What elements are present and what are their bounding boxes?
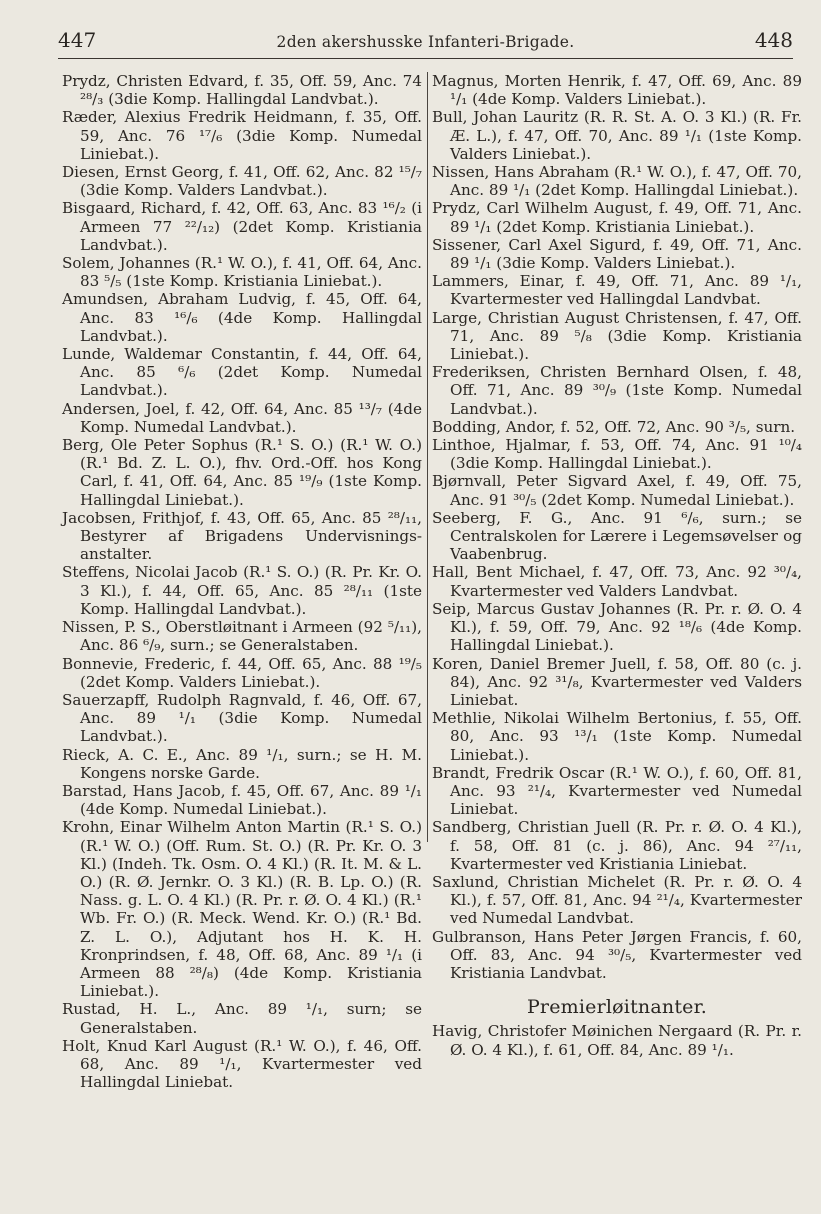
roster-entry: Andersen, Joel, f. 42, Off. 64, Anc. 85 ¹³/₇ (4de Komp. Numedal Landvbat.). bbox=[62, 399, 422, 436]
running-title: 2den akershusske Infanteri-Brigade. bbox=[276, 33, 575, 51]
roster-entry: Berg, Ole Peter Sophus (R.¹ S. O.) (R.¹ W. O.) (R.¹ Bd. Z. L. O.), fhv. Ord.-Off. hos Kong Carl, f. 41, Off. 64, Anc. 85 ¹⁹/₉ (1ste Komp. Hallingdal Liniebat.). bbox=[62, 436, 422, 509]
roster-entry: Methlie, Nikolai Wilhelm Bertonius, f. 55, Off. 80, Anc. 93 ¹³/₁ (1ste Komp. Numedal Liniebat.). bbox=[432, 709, 802, 764]
roster-entry: Rieck, A. C. E., Anc. 89 ¹/₁, surn.; se H. M. Kongens norske Garde. bbox=[62, 745, 422, 782]
page-number-left: 447 bbox=[58, 28, 97, 52]
roster-entry: Hall, Bent Michael, f. 47, Off. 73, Anc. 92 ³⁰/₄, Kvartermester ved Valders Landvbat. bbox=[432, 563, 802, 600]
roster-entry: Seip, Marcus Gustav Johannes (R. Pr. r. Ø. O. 4 Kl.), f. 59, Off. 79, Anc. 92 ¹⁸/₆ (4de Komp. Hallingdal Liniebat.). bbox=[432, 599, 802, 655]
roster-entry: Diesen, Ernst Georg, f. 41, Off. 62, Anc. 82 ¹⁵/₇ (3die Komp. Valders Landvbat.). bbox=[62, 163, 422, 200]
roster-entry: Saxlund, Christian Michelet (R. Pr. r. Ø. O. 4 Kl.), f. 57, Off. 81, Anc. 94 ²¹/₄, Kvartermester ved Numedal Landvbat. bbox=[432, 872, 802, 928]
roster-entry: Steffens, Nicolai Jacob (R.¹ S. O.) (R. Pr. Kr. O. 3 Kl.), f. 44, Off. 65, Anc. 85 ²⁸/₁₁ (1ste Komp. Hallingdal Landvbat.). bbox=[62, 563, 422, 618]
roster-entry: Sauerzapff, Rudolph Ragnvald, f. 46, Off. 67, Anc. 89 ¹/₁ (3die Komp. Numedal Landvbat.). bbox=[62, 690, 422, 746]
roster-entry: Frederiksen, Christen Bernhard Olsen, f. 48, Off. 71, Anc. 89 ³⁰/₉ (1ste Komp. Numedal Landvbat.). bbox=[432, 363, 802, 418]
roster-entry: Bull, Johan Lauritz (R. R. St. A. O. 3 Kl.) (R. Fr. Æ. L.), f. 47, Off. 70, Anc. 89 ¹/₁ (1ste Komp. Valders Liniebat.). bbox=[432, 108, 802, 163]
roster-entry: Amundsen, Abraham Ludvig, f. 45, Off. 64, Anc. 83 ¹⁶/₆ (4de Komp. Hallingdal Landvbat.). bbox=[62, 290, 422, 345]
roster-entry: Large, Christian August Christensen, f. 47, Off. 71, Anc. 89 ⁵/₈ (3die Komp. Kristiania Liniebat.). bbox=[432, 308, 802, 364]
section-entries bbox=[432, 1022, 802, 1058]
right-column-entries bbox=[432, 72, 802, 982]
roster-entry: Krohn, Einar Wilhelm Anton Martin (R.¹ S. O.) (R.¹ W. O.) (Off. Rum. St. O.) (R. Pr. Kr. O. 3 Kl.) (Indeh. Tk. Osm. O. 4 Kl.) (R. It. M. & L. O.) (R. Ø. Jernkr. O. 3 Kl.) (R. B. Lp. O.) (R. Nass. g. L. O. 4 Kl.) (R. Pr. r. Ø. O. 4 Kl.) (R.¹ Wb. Fr. O.) (R. Meck. Wend. Kr. O.) (R.¹ Bd. Z. L. O.), Adjutant hos H. K. H. Kronprindsen, f. 48, Off. 68, Anc. 89 ¹/₁ (i Armeen 88 ²⁸/₈) (4de Komp. Kristiania Liniebat.). bbox=[62, 818, 422, 1001]
roster-entry: Seeberg, F. G., Anc. 91 ⁶/₆, surn.; se Centralskolen for Lærere i Legemsøvelser og Vaabenbrug. bbox=[432, 508, 802, 564]
roster-entry: Jacobsen, Frithjof, f. 43, Off. 65, Anc. 85 ²⁸/₁₁, Bestyrer af Brigadens Undervisnings-anstalter. bbox=[62, 508, 422, 564]
roster-entry: Havig, Christofer Møinichen Nergaard (R. Pr. r. Ø. O. 4 Kl.), f. 61, Off. 84, Anc. 89 ¹/₁. bbox=[432, 1022, 802, 1059]
page-header bbox=[58, 24, 793, 59]
roster-entry: Solem, Johannes (R.¹ W. O.), f. 41, Off. 64, Anc. 83 ⁵/₅ (1ste Komp. Kristiania Liniebat.). bbox=[62, 254, 422, 291]
roster-entry: Koren, Daniel Bremer Juell, f. 58, Off. 80 (c. j. 84), Anc. 92 ³¹/₈, Kvartermester ved Valders Liniebat. bbox=[432, 654, 802, 709]
roster-entry: Sandberg, Christian Juell (R. Pr. r. Ø. O. 4 Kl.), f. 58, Off. 81 (c. j. 86), Anc. 94 ²⁷/₁₁, Kvartermester ved Kristiania Liniebat. bbox=[432, 818, 802, 873]
roster-entry: Linthoe, Hjalmar, f. 53, Off. 74, Anc. 91 ¹⁰/₄ (3die Komp. Hallingdal Liniebat.). bbox=[432, 436, 802, 473]
left-column bbox=[62, 72, 422, 1091]
roster-entry: Ræder, Alexius Fredrik Heidmann, f. 35, Off. 59, Anc. 76 ¹⁷/₆ (3die Komp. Numedal Liniebat.). bbox=[62, 108, 422, 163]
roster-entry: Rustad, H. L., Anc. 89 ¹/₁, surn; se Generalstaben. bbox=[62, 1000, 422, 1037]
page-number-right: 448 bbox=[754, 28, 793, 52]
roster-entry: Bjørnvall, Peter Sigvard Axel, f. 49, Off. 75, Anc. 91 ³⁰/₅ (2det Komp. Numedal Liniebat.). bbox=[432, 472, 802, 509]
roster-entry: Prydz, Carl Wilhelm August, f. 49, Off. 71, Anc. 89 ¹/₁ (2det Komp. Kristiania Liniebat.). bbox=[432, 199, 802, 236]
roster-entry: Bonnevie, Frederic, f. 44, Off. 65, Anc. 88 ¹⁹/₅ (2det Komp. Valders Liniebat.). bbox=[62, 654, 422, 691]
right-column bbox=[432, 72, 802, 1059]
roster-entry: Lammers, Einar, f. 49, Off. 71, Anc. 89 ¹/₁, Kvartermester ved Hallingdal Landvbat. bbox=[432, 272, 802, 309]
roster-entry: Nissen, Hans Abraham (R.¹ W. O.), f. 47, Off. 70, Anc. 89 ¹/₁ (2det Komp. Hallingdal Liniebat.). bbox=[432, 163, 802, 200]
column-divider bbox=[427, 72, 428, 842]
roster-entry: Prydz, Christen Edvard, f. 35, Off. 59, Anc. 74 ²⁸/₃ (3die Komp. Hallingdal Landvbat.). bbox=[62, 72, 422, 109]
roster-entry: Barstad, Hans Jacob, f. 45, Off. 67, Anc. 89 ¹/₁ (4de Komp. Numedal Liniebat.). bbox=[62, 781, 422, 819]
roster-entry: Sissener, Carl Axel Sigurd, f. 49, Off. 71, Anc. 89 ¹/₁ (3die Komp. Valders Liniebat.). bbox=[432, 235, 802, 273]
roster-entry: Brandt, Fredrik Oscar (R.¹ W. O.), f. 60, Off. 81, Anc. 93 ²¹/₄, Kvartermester ved Numedal Liniebat. bbox=[432, 763, 802, 819]
roster-entry: Gulbranson, Hans Peter Jørgen Francis, f. 60, Off. 83, Anc. 94 ³⁰/₅, Kvartermester ved Kristiania Landvbat. bbox=[432, 927, 802, 982]
roster-entry: Lunde, Waldemar Constantin, f. 44, Off. 64, Anc. 85 ⁶/₆ (2det Komp. Numedal Landvbat.). bbox=[62, 345, 422, 400]
section-heading: Premierløitnanter. bbox=[526, 996, 708, 1019]
roster-entry: Magnus, Morten Henrik, f. 47, Off. 69, Anc. 89 ¹/₁ (4de Komp. Valders Liniebat.). bbox=[432, 72, 802, 109]
roster-entry: Bisgaard, Richard, f. 42, Off. 63, Anc. 83 ¹⁶/₂ (i Armeen 77 ²²/₁₂) (2det Komp. Kristiania Landvbat.). bbox=[62, 199, 422, 254]
roster-entry: Nissen, P. S., Oberstløitnant i Armeen (92 ⁵/₁₁), Anc. 86 ⁶/₉, surn.; se Generalstaben. bbox=[62, 618, 422, 655]
roster-entry: Holt, Knud Karl August (R.¹ W. O.), f. 46, Off. 68, Anc. 89 ¹/₁, Kvartermester ved Hallingdal Liniebat. bbox=[62, 1036, 422, 1092]
roster-entry: Bodding, Andor, f. 52, Off. 72, Anc. 90 ³/₅, surn. bbox=[432, 417, 796, 436]
